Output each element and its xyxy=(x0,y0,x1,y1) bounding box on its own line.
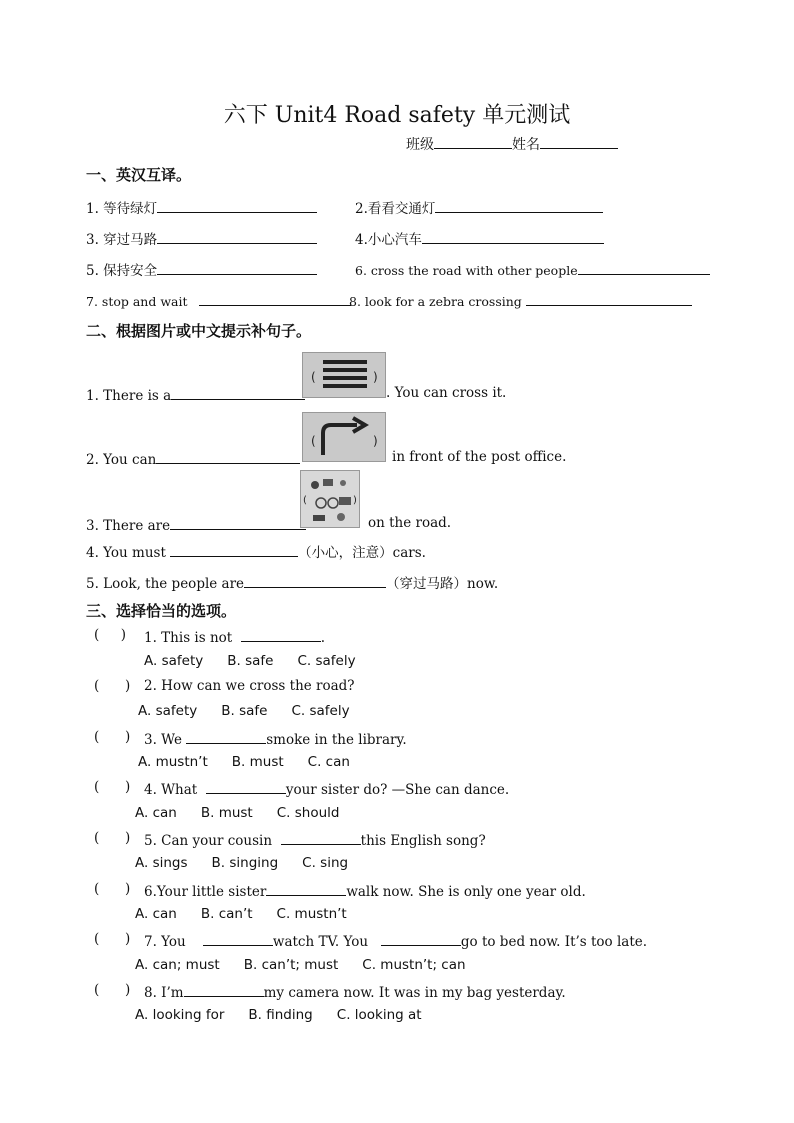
mc-q4-blank[interactable] xyxy=(206,779,286,794)
mc-q4-stem-a: 4. What xyxy=(144,782,198,798)
s2-item-4-pre: 4. You must xyxy=(86,545,166,561)
mc-q1-stem-a: 1. This is not xyxy=(144,630,233,646)
s1-item-8-blank[interactable] xyxy=(526,291,692,306)
mc-q4-stem-b: your sister do? —She can dance. xyxy=(285,782,510,798)
svg-text:): ) xyxy=(353,495,357,506)
mc-q4-stem xyxy=(144,779,509,798)
mc-q3-blank[interactable] xyxy=(186,729,266,744)
page-title: 六下 Unit4 Road safety 单元测试 xyxy=(223,103,571,128)
mc-q5-option-c[interactable]: C. sing xyxy=(302,855,349,871)
mc-q6-option-a[interactable]: A. can xyxy=(135,906,177,922)
s2-item-3-pre: 3. There are xyxy=(86,518,171,534)
turn-right-icon xyxy=(302,412,386,462)
svg-text:): ) xyxy=(373,370,378,384)
s2-item-2-blank[interactable] xyxy=(156,449,300,464)
s1-item-4-label: 4.小心汽车 xyxy=(355,232,422,248)
s1-item-6 xyxy=(355,260,710,278)
s1-item-2-label: 2.看看交通灯 xyxy=(355,201,436,217)
class-name-line xyxy=(406,134,618,154)
section3-heading: 三、选择恰当的选项。 xyxy=(86,602,237,620)
mc-q3-stem-a: 3. We xyxy=(144,732,182,748)
name-label: 姓名 xyxy=(512,137,540,153)
mc-q7-option-a[interactable]: A. can; must xyxy=(135,957,220,973)
mc-q5-option-a[interactable]: A. sings xyxy=(135,855,188,871)
s2-item-4 xyxy=(86,541,426,561)
mc-q6-option-c[interactable]: C. mustn’t xyxy=(276,906,347,922)
mc-q6-options xyxy=(135,906,371,922)
zebra-crossing-icon xyxy=(302,352,386,398)
mc-q7-blank-2[interactable] xyxy=(381,931,461,946)
mc-q1-options xyxy=(144,653,380,669)
answer-paren[interactable]: ( ) xyxy=(94,729,131,745)
answer-paren[interactable]: ( ) xyxy=(94,830,131,846)
s1-item-7 xyxy=(86,291,351,309)
s2-item-1 xyxy=(86,385,305,404)
mc-q7-stem-b: watch TV. You xyxy=(272,934,369,950)
mc-q3-option-c[interactable]: C. can xyxy=(307,754,350,770)
s2-item-3-post: on the road. xyxy=(368,515,452,531)
s1-item-2-blank[interactable] xyxy=(435,198,603,213)
s1-item-4-blank[interactable] xyxy=(422,229,604,244)
name-field[interactable] xyxy=(540,134,618,149)
s1-item-1-label: 1. 等待绿灯 xyxy=(86,201,158,217)
s1-item-1-blank[interactable] xyxy=(157,198,317,213)
s1-item-6-blank[interactable] xyxy=(578,260,710,275)
mc-q7-blank-1[interactable] xyxy=(203,931,273,946)
mc-q2-option-c[interactable]: C. safely xyxy=(291,703,350,719)
section2-heading: 二、根据图片或中文提示补句子。 xyxy=(86,322,312,340)
mc-q7-stem xyxy=(144,931,647,950)
s1-item-5-blank[interactable] xyxy=(157,260,317,275)
svg-text:(: ( xyxy=(311,434,316,448)
answer-paren[interactable]: ( ) xyxy=(94,881,131,897)
s1-item-1 xyxy=(86,197,317,217)
s1-item-3-label: 3. 穿过马路 xyxy=(86,232,158,248)
section1-heading: 一、英汉互译。 xyxy=(86,166,192,184)
answer-paren[interactable]: ( ) xyxy=(94,678,131,694)
mc-q3-stem-b: smoke in the library. xyxy=(266,732,407,748)
svg-text:(: ( xyxy=(303,495,307,506)
s2-item-1-blank[interactable] xyxy=(171,385,305,400)
mc-q7-stem-a: 7. You xyxy=(144,934,186,950)
mc-q4-option-b[interactable]: B. must xyxy=(200,805,253,821)
s2-item-2 xyxy=(86,449,300,468)
mc-q5-stem-a: 5. Can your cousin xyxy=(144,833,273,849)
s1-item-6-label: 6. cross the road with other people xyxy=(355,263,578,278)
mc-q4-option-c[interactable]: C. should xyxy=(276,805,340,821)
s2-item-3 xyxy=(86,515,306,534)
s2-item-1-post: . You can cross it. xyxy=(386,385,507,401)
s1-item-3-blank[interactable] xyxy=(157,229,317,244)
mc-q8-blank[interactable] xyxy=(184,982,264,997)
mc-q3-option-a[interactable]: A. mustn’t xyxy=(138,754,208,770)
mc-q5-stem-b: this English song? xyxy=(360,833,486,849)
mc-q8-stem-a: 8. I’m xyxy=(144,985,184,1001)
mc-q3-option-b[interactable]: B. must xyxy=(231,754,284,770)
s1-item-3 xyxy=(86,228,317,248)
mc-q3-stem xyxy=(144,729,407,748)
s2-item-3-blank[interactable] xyxy=(170,515,306,530)
mc-q7-options xyxy=(135,957,490,973)
mc-q1-stem-b: . xyxy=(320,630,326,646)
s1-item-8 xyxy=(349,291,692,309)
mc-q3-options xyxy=(138,754,374,770)
mc-q1-option-b[interactable]: B. safe xyxy=(227,653,274,669)
s1-item-5-label: 5. 保持安全 xyxy=(86,263,158,279)
answer-paren[interactable]: ( ) xyxy=(94,982,131,998)
s2-item-4-blank[interactable] xyxy=(170,542,298,557)
mc-q2-option-b[interactable]: B. safe xyxy=(221,703,268,719)
s1-item-4 xyxy=(355,228,604,248)
mc-q6-option-b[interactable]: B. can’t xyxy=(200,906,253,922)
s2-item-4-post: （小心，注意）cars. xyxy=(298,545,426,561)
s2-item-2-pre: 2. You can xyxy=(86,452,157,468)
mc-q6-stem-b: walk now. She is only one year old. xyxy=(346,884,586,900)
mc-q4-options xyxy=(135,805,363,821)
s1-item-5 xyxy=(86,259,317,279)
mc-q7-option-c[interactable]: C. mustn’t; can xyxy=(362,957,466,973)
mc-q5-option-b[interactable]: B. singing xyxy=(211,855,279,871)
mc-q6-blank[interactable] xyxy=(266,881,346,896)
answer-paren[interactable]: ( ) xyxy=(94,627,126,643)
s2-item-1-pre: 1. There is a xyxy=(86,388,172,404)
answer-paren[interactable]: ( ) xyxy=(94,931,131,947)
mc-q1-option-c[interactable]: C. safely xyxy=(297,653,356,669)
mc-q8-option-c[interactable]: C. looking at xyxy=(336,1007,422,1023)
s1-item-7-blank[interactable] xyxy=(199,291,351,306)
s2-item-2-post: in front of the post office. xyxy=(392,449,567,465)
mc-q7-option-b[interactable]: B. can’t; must xyxy=(243,957,339,973)
mc-q7-stem-c: go to bed now. It’s too late. xyxy=(460,934,648,950)
mc-q1-blank[interactable] xyxy=(241,627,321,642)
mc-q2-stem: 2. How can we cross the road? xyxy=(144,678,355,694)
mc-q5-stem xyxy=(144,830,486,849)
mc-q4-option-a[interactable]: A. can xyxy=(135,805,177,821)
s1-item-7-label: 7. stop and wait xyxy=(86,294,188,309)
mc-q6-stem xyxy=(144,881,586,900)
mc-q8-stem xyxy=(144,982,566,1001)
s2-item-5 xyxy=(86,572,498,592)
mc-q8-option-a[interactable]: A. looking for xyxy=(135,1007,225,1023)
class-field[interactable] xyxy=(434,134,512,149)
s2-item-5-post: （穿过马路）now. xyxy=(386,576,499,592)
mc-q2-options xyxy=(138,703,374,719)
vehicles-icon xyxy=(300,470,360,528)
mc-q8-options xyxy=(135,1007,446,1023)
mc-q8-option-b[interactable]: B. finding xyxy=(248,1007,313,1023)
mc-q1-option-a[interactable]: A. safety xyxy=(144,653,204,669)
s1-item-8-label: 8. look for a zebra crossing xyxy=(349,294,522,309)
mc-q2-option-a[interactable]: A. safety xyxy=(138,703,198,719)
mc-q5-blank[interactable] xyxy=(281,830,361,845)
svg-text:): ) xyxy=(373,434,378,448)
svg-text:(: ( xyxy=(311,370,316,384)
mc-q6-stem-a: 6.Your little sister xyxy=(144,884,267,900)
s2-item-5-blank[interactable] xyxy=(244,573,386,588)
s1-item-2 xyxy=(355,197,603,217)
mc-q8-stem-b: my camera now. It was in my bag yesterday. xyxy=(263,985,566,1001)
answer-paren[interactable]: ( ) xyxy=(94,779,131,795)
s2-item-5-pre: 5. Look, the people are xyxy=(86,576,245,592)
mc-q5-options xyxy=(135,855,372,871)
mc-q1-stem xyxy=(144,627,325,646)
class-label: 班级 xyxy=(406,137,434,153)
